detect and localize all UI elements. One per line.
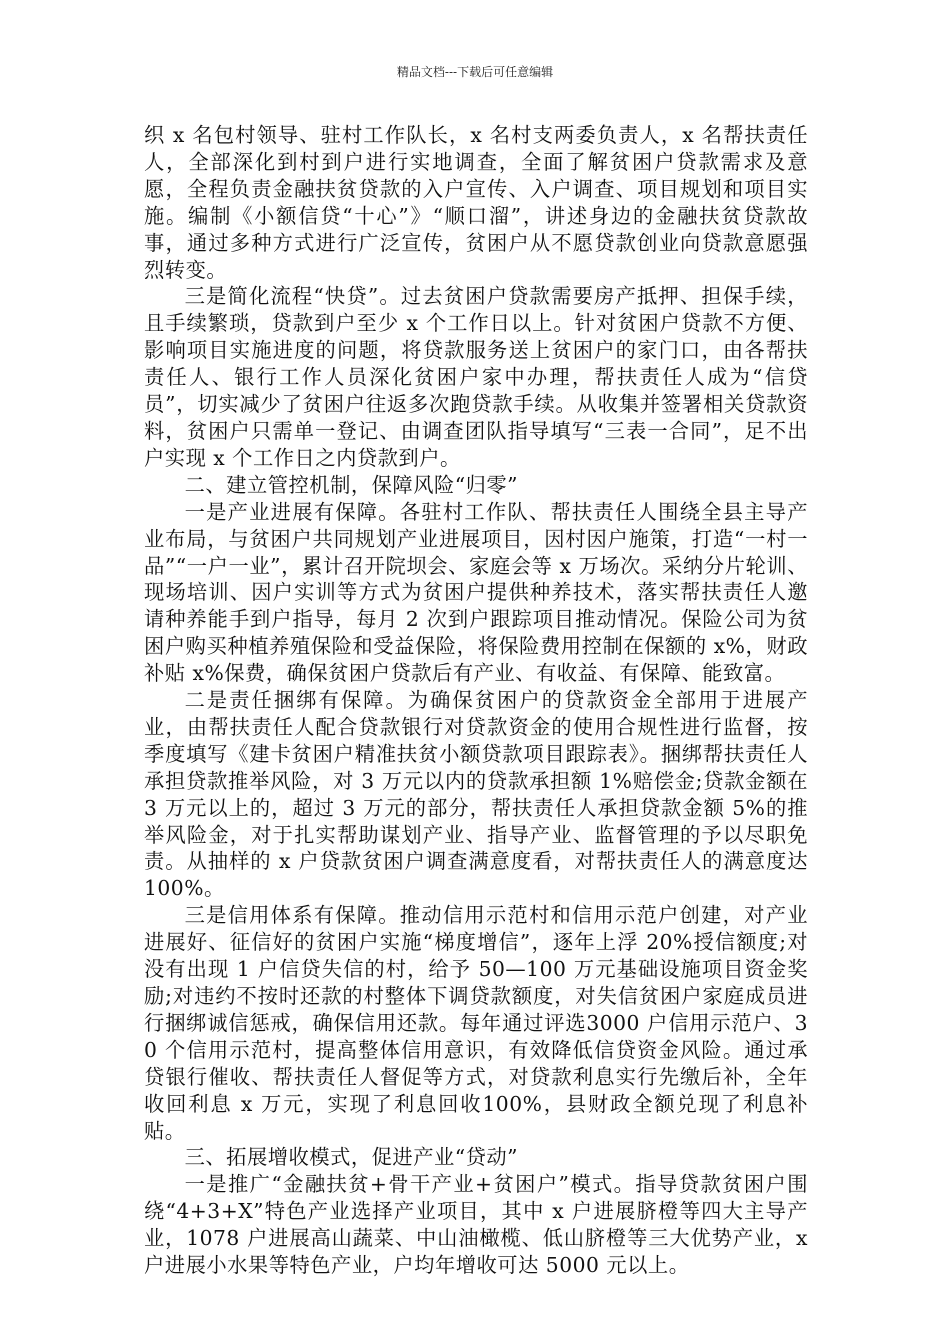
paragraph-3: 一是产业进展有保障。各驻村工作队、帮扶责任人围绕全县主导产业布局，与贫困户共同规划产业进展项目，因村因户施策，打造“一村一品”“一户一业”，累计召开院坝会、家庭会等 x 万场次。采纳分片轮训、现场培训、因户实训等方式为贫困户提供种养技术，落实帮扶责任人邀请种养能手到户指导，每月 2 次到户跟踪项目推动情况。保险公司为贫困户购买种植养殖保险和受益保险，将保险费用控制在保额的 x%，财政补贴 x%保费，确保贫困户贷款后有产业、有收益、有保障、能致富。 <box>144 499 808 686</box>
paragraph-1: 织 x 名包村领导、驻村工作队长，x 名村支两委负责人，x 名帮扶责任人，全部深化到村到户进行实地调查，全面了解贫困户贷款需求及意愿，全程负责金融扶贫贷款的入户宣传、入户调查、项目规划和项目实施。编制《小额信贷“十心”》“顺口溜”，讲述身边的金融扶贫贷款故事，通过多种方式进行广泛宣传，贫困户从不愿贷款创业向贷款意愿强烈转变。 <box>144 123 808 282</box>
section-heading-3: 三、拓展增收模式，促进产业“贷动” <box>184 1145 519 1170</box>
document-body <box>144 122 808 1279</box>
section-heading-2: 二、建立管控机制，保障风险“归零” <box>184 472 519 497</box>
page-header: 精品文档---下载后可任意编辑 <box>396 65 554 79</box>
paragraph-5: 三是信用体系有保障。推动信用示范村和信用示范户创建，对产业进展好、征信好的贫困户实施“梯度增信”，逐年上浮 20%授信额度;对没有出现 1 户信贷失信的村，给予 50—100 万元基础设施项目资金奖励;对违约不按时还款的村整体下调贷款额度，对失信贫困户家庭成员进行捆绑诚信惩戒，确保信用还款。每年通过评选3000 户信用示范户、30 个信用示范村，提高整体信用意识，有效降低信贷资金风险。通过承贷银行催收、帮扶责任人督促等方式，对贷款利息实行先缴后补，全年收回利息 x 万元，实现了利息回收100%，县财政全额兑现了利息补贴。 <box>144 903 808 1143</box>
paragraph-4: 二是责任捆绑有保障。为确保贫困户的贷款资金全部用于进展产业，由帮扶责任人配合贷款银行对贷款资金的使用合规性进行监督，按季度填写《建卡贫困户精准扶贫小额贷款项目跟踪表》。捆绑帮扶责任人承担贷款推举风险，对 3 万元以内的贷款承担额 1%赔偿金;贷款金额在 3 万元以上的，超过 3 万元的部分，帮扶责任人承担贷款金额 5%的推举风险金，对于扎实帮助谋划产业、指导产业、监督管理的予以尽职免责。从抽样的 x 户贷款贫困户调查满意度看，对帮扶责任人的满意度达 100%。 <box>144 688 808 901</box>
paragraph-6: 一是推广“金融扶贫+骨干产业+贫困户”模式。指导贷款贫困户围绕“4+3+X”特色产业选择产业项目，其中 x 户进展脐橙等四大主导产业，1078 户进展高山蔬菜、中山油橄榄、低山脐橙等三大优势产业，x 户进展小水果等特色产业，户均年增收可达 5000 元以上。 <box>144 1172 808 1278</box>
paragraph-2: 三是简化流程“快贷”。过去贫困户贷款需要房产抵押、担保手续，且手续繁琐，贷款到户至少 x 个工作日以上。针对贫困户贷款不方便、影响项目实施进度的问题，将贷款服务送上贫困户的家门口，由各帮扶责任人、银行工作人员深化贫困户家中办理，帮扶责任人成为“信贷员”，切实减少了贫困户往返多次跑贷款手续。从收集并签署相关贷款资料，贫困户只需单一登记、由调查团队指导填写“三表一合同”，足不出户实现 x 个工作日之内贷款到户。 <box>144 284 808 470</box>
